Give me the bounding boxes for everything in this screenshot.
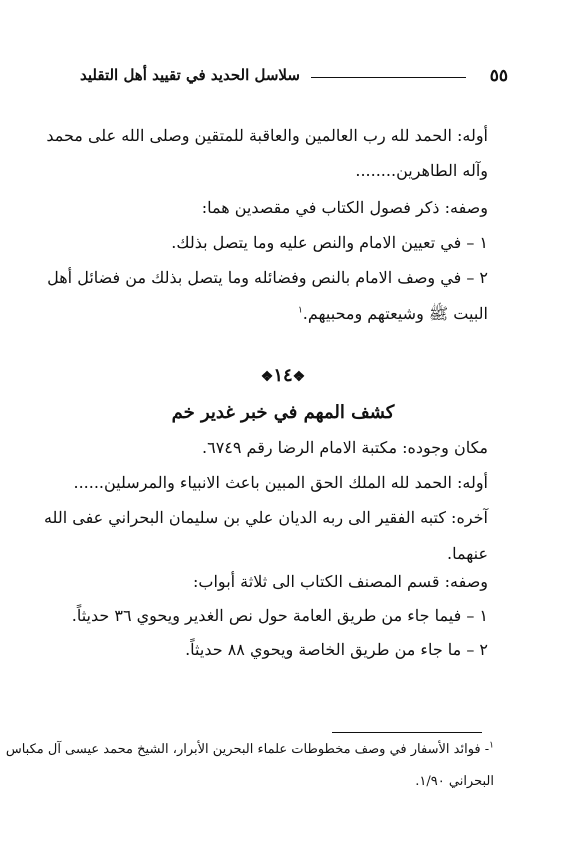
list-item: ٢ – في وصف الامام بالنص وفضائله وما يتصل بذلك من فضائل أهل (47, 268, 488, 287)
text-line: مكان وجوده: مكتبة الامام الرضا رقم ٦٧٤٩. (202, 438, 488, 457)
section-number (0, 365, 566, 386)
text-line: أوله: الحمد لله رب العالمين والعاقبة للمتقين وصلى الله على محمد (46, 126, 488, 145)
text-line: وصفه: ذكر فصول الكتاب في مقصدين هما: (201, 198, 488, 217)
footnote-text: - فوائد الأسفار في وصف مخطوطات علماء البحرين الأبرار، الشيخ محمد عيسى آل مكباس (5, 742, 490, 757)
footnote-line (5, 740, 494, 760)
text-line: وصفه: قسم المصنف الكتاب الى ثلاثة أبواب: (193, 572, 488, 591)
page-number: ٥٥ (489, 66, 508, 86)
footnote-separator (332, 732, 482, 733)
text-line: أوله: الحمد لله الملك الحق المبين باعث الانبياء والمرسلين...... (73, 473, 488, 492)
text-line (298, 302, 488, 326)
list-item: ١ – في تعيين الامام والنص عليه وما يتصل بذلك. (171, 233, 488, 252)
text-line: آخره: كتبه الفقير الى ربه الديان علي بن سليمان البحراني عفى الله (43, 508, 488, 527)
text-line: وآله الطاهرين........ (355, 161, 488, 180)
ornament-icon: ❖ (292, 369, 306, 385)
section-number-value: ١٤ (273, 365, 293, 386)
footnote-reference: ١ (297, 305, 303, 316)
list-item: ١ – فيما جاء من طريق العامة حول نص الغدير ويحوي ٣٦ حديثاً. (71, 606, 488, 625)
footnote-line: البحراني ١/٩٠. (415, 774, 494, 789)
running-title: سلاسل الحديد في تقييد أهل التقليد (80, 66, 300, 84)
text-line-content: البيت ﷺ وشيعتهم ومحبيهم. (302, 304, 488, 323)
header-rule (311, 77, 466, 78)
page-header (80, 66, 508, 94)
list-item: ٢ – ما جاء من طريق الخاصة ويحوي ٨٨ حديثاً. (185, 640, 488, 659)
ornament-icon: ❖ (260, 369, 274, 385)
text-line: عنهما. (447, 544, 488, 563)
section-title: كشف المهم في خبر غدير خم (171, 402, 395, 423)
footnote-marker: ١ (489, 740, 494, 751)
